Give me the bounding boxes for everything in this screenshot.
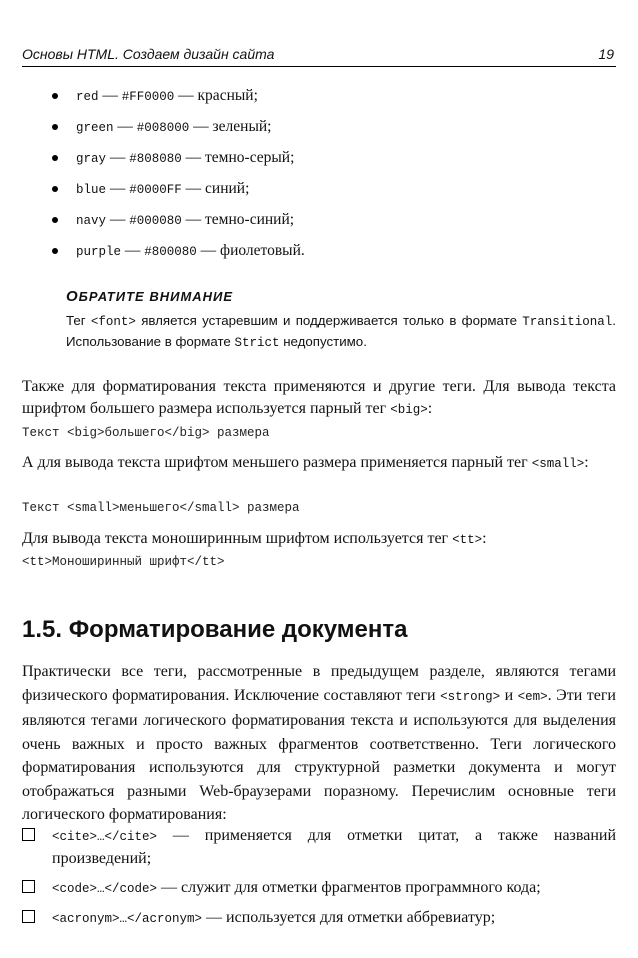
code-example-small: Текст <small>меньшего</small> размера bbox=[22, 501, 300, 515]
section-heading: 1.5. Форматирование документа bbox=[22, 616, 408, 643]
list-item-tag: <cite>…</cite> — применяется для отметки цитат, а также названий произведений; bbox=[22, 825, 616, 869]
paragraph-big: Также для форматирования текста применяются и другие теги. Для вывода текста шрифтом большего размера используется парный тег <big>: bbox=[22, 378, 616, 417]
page-number: 19 bbox=[598, 46, 614, 62]
running-header bbox=[22, 44, 616, 67]
code-example-big: Текст <big>большего</big> размера bbox=[22, 426, 270, 440]
list-item-color: navy — #000080 — темно-синий; bbox=[52, 210, 294, 231]
list-item-tag: <acronym>…</acronym> — используется для отметки аббревиатур; bbox=[22, 907, 616, 930]
list-item-color: purple — #800080 — фиолетовый. bbox=[52, 241, 305, 262]
list-item-color: green — #008000 — зеленый; bbox=[52, 117, 271, 138]
note-box bbox=[66, 288, 616, 353]
code-example-tt: <tt>Моноширинный шрифт</tt> bbox=[22, 555, 225, 569]
header-title: Основы HTML. Создаем дизайн сайта bbox=[22, 46, 275, 62]
bullet-icon bbox=[52, 217, 58, 223]
list-item-color: blue — #0000FF — синий; bbox=[52, 179, 249, 200]
paragraph-logical-formatting: Практически все теги, рассмотренные в предыдущем разделе, являются тегами физического форматирования. Исключение составляют теги <strong> и <em>. Эти теги являются тегами логического форматирования текста и используются для выделения очень важных и просто важных фрагментов соответственно. Теги логического форматирования используются для структурной разметки документа и могут отображаться разными Web-браузерами поразному. Перечислим основные теги логического форматирования: bbox=[22, 663, 616, 823]
note-heading: ОБРАТИТЕ ВНИМАНИЕ bbox=[66, 288, 234, 305]
checkbox-bullet-icon bbox=[22, 828, 35, 841]
checkbox-bullet-icon bbox=[22, 880, 35, 893]
paragraph-tt: Для вывода текста моноширинным шрифтом используется тег <tt>: bbox=[22, 530, 487, 547]
bullet-icon bbox=[52, 124, 58, 130]
list-item-color: red — #FF0000 — красный; bbox=[52, 86, 258, 107]
bullet-icon bbox=[52, 155, 58, 161]
checkbox-bullet-icon bbox=[22, 910, 35, 923]
list-item-tag: <code>…</code> — служит для отметки фрагментов программного кода; bbox=[22, 877, 616, 900]
paragraph-small: А для вывода текста шрифтом меньшего размера применяется парный тег <small>: bbox=[22, 454, 589, 471]
note-text: Тег <font> является устаревшим и поддерживается только в формате Transitional. Использование в формате Strict недопустимо. bbox=[66, 313, 616, 350]
list-item-color: gray — #808080 — темно-серый; bbox=[52, 148, 294, 169]
bullet-icon bbox=[52, 93, 58, 99]
bullet-icon bbox=[52, 248, 58, 254]
bullet-icon bbox=[52, 186, 58, 192]
